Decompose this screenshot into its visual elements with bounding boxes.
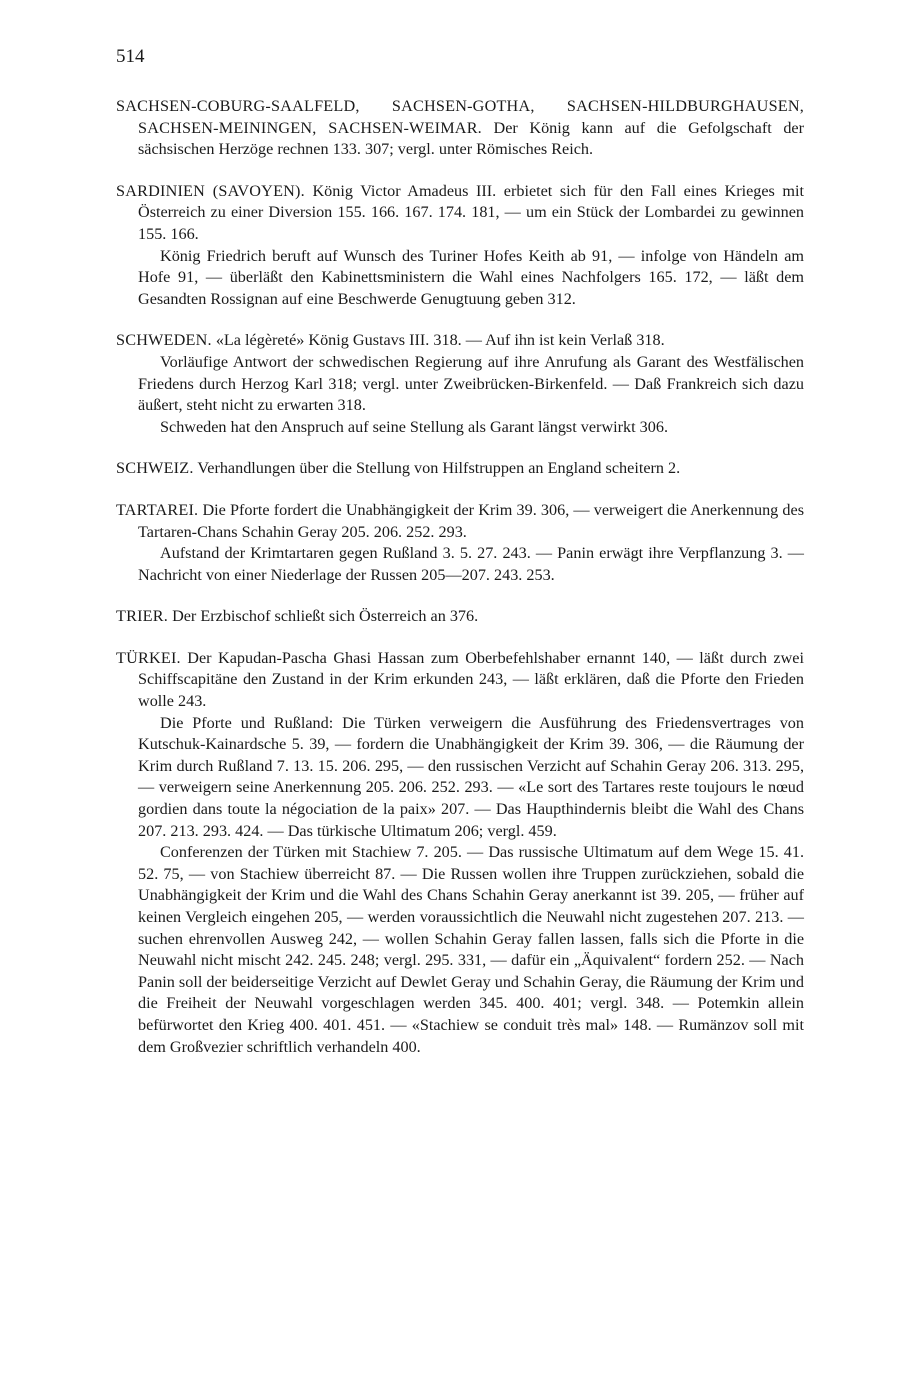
entry-text: Die Pforte fordert die Unabhängigkeit der Krim 39. 306, — verweigert die Anerkennung des Tartaren-Chans Schahin Geray 205. 206. 252. 293. — [138, 500, 804, 541]
entry-paragraph: Conferenzen der Türken mit Stachiew 7. 205. — Das russische Ultimatum auf dem Wege 15. 41. 52. 75, — von Stachiew überreicht 87. — Die Russen wollen ihre Truppen zurückziehen, sobald die Unabhängigkeit der Krim und die Wahl des Chans Schahin Geray anerkannt ist 39. 205, — früher auf keinen Vergleich eingehen 205, — werden voraussichtlich die Neuwahl nicht zugestehen 207. 213. — suchen ehrenvollen Ausweg 242, — wollen Schahin Geray fallen lassen, falls sich die Pforte in die Neuwahl nicht mischt 242. 245. 248; vergl. 295. 331, — dafür ein „Äquivalent“ fordern 252. — Nach Panin soll der beiderseitige Verzicht auf Dewlet Geray und Schahin Geray, die Räumung der Krim und die Freiheit der Neuwahl vorgeschlagen werden 345. 400. 401; vergl. 348. — Potemkin allein befürwortet den Krieg 400. 401. 451. — «Stachiew se conduit très mal» 148. — Rumänzov soll mit dem Großvezier schriftlich verhandeln 400. — [138, 843, 804, 1056]
entry-text: Verhandlungen über die Stellung von Hilfstruppen an England scheitern 2. — [197, 459, 681, 478]
entry-first-paragraph — [116, 181, 804, 246]
entry-first-paragraph — [116, 500, 804, 543]
entry-text: «La légèreté» König Gustavs III. 318. — Auf ihn ist kein Verlaß 318. — [215, 331, 665, 350]
entry-text: Der Kapudan-Pascha Ghasi Hassan zum Oberbefehlshaber ernannt 140, — läßt durch zwei Schiffscapitäne den Zustand in der Krim erkunden 243, — läßt erklären, daß die Pforte den Frieden wolle 243. — [138, 648, 804, 711]
entry-heading: TÜRKEI. — [116, 648, 181, 667]
register-entry-tartarei — [116, 500, 804, 586]
entry-heading: TARTAREI. — [116, 500, 199, 519]
entry-text: Der König kann auf die Gefolgschaft der sächsischen Herzöge rechnen 133. 307; vergl. unter Römisches Reich. — [138, 118, 804, 159]
entry-paragraph: König Friedrich beruft auf Wunsch des Turiner Hofes Keith ab 91, — infolge von Händeln am Hofe 91, — überläßt den Kabinettsministern die Wahl eines Nachfolgers 165. 172, — läßt dem Gesandten Rossignan auf eine Beschwerde Genugtuung geben 312. — [138, 246, 804, 308]
entry-text: König Victor Amadeus III. erbietet sich für den Fall eines Krieges mit Österreich zu einer Diversion 155. 166. 167. 174. 181, — um ein Stück der Lombardei zu gewinnen 155. 166. — [138, 181, 805, 243]
entry-first-paragraph — [116, 330, 804, 352]
entry-first-paragraph — [116, 96, 804, 161]
register-entry-trier — [116, 606, 804, 628]
entry-heading: SARDINIEN (SAVOYEN). — [116, 181, 305, 200]
entry-heading: SACHSEN-COBURG-SAALFELD, SACHSEN-GOTHA, SACHSEN-HILDBURGHAUSEN, SACHSEN-MEININGEN, SACHSEN-WEIMAR. — [116, 97, 804, 137]
entry-heading: SCHWEIZ. — [116, 459, 194, 478]
register-entry-schweden — [116, 330, 804, 438]
entry-first-paragraph — [116, 648, 804, 713]
entry-heading: TRIER. — [116, 607, 169, 626]
entry-first-paragraph — [116, 458, 804, 480]
register-entry-tuerkei — [116, 648, 804, 1058]
entry-paragraph: Schweden hat den Anspruch auf seine Stellung als Garant längst verwirkt 306. — [160, 417, 668, 436]
page-number: 514 — [116, 46, 145, 67]
register-entry-schweiz — [116, 458, 804, 480]
entry-text: Der Erzbischof schließt sich Österreich an 376. — [172, 607, 479, 626]
entry-heading: SCHWEDEN. — [116, 331, 212, 350]
entry-first-paragraph — [116, 606, 804, 628]
entry-paragraph: Aufstand der Krimtartaren gegen Rußland 3. 5. 27. 243. — Panin erwägt ihre Verpflanzung 3. — Nachricht von einer Niederlage der Russen 205—207. 243. 253. — [138, 544, 804, 584]
register-entry-sardinien — [116, 181, 804, 311]
register-entry-sachsen — [116, 96, 804, 161]
register-content — [116, 96, 804, 1078]
entry-paragraph: Die Pforte und Rußland: Die Türken verweigern die Ausführung des Friedensvertrages von Kutschuk-Kainardsche 5. 39, — fordern die Unabhängigkeit der Krim 39. 306, — die Räumung der Krim durch Rußland 7. 13. 15. 206. 295, — den russischen Verzicht auf Schahin Geray 206. 313. 295, — verweigern seine Anerkennung 205. 206. 252. 293. — «Le sort des Tartares reste toujours le nœud gordien dans toute la négociation de la paix» 207. — Das Haupthindernis bleibt die Wahl des Chans 207. 213. 293. 424. — Das türkische Ultimatum 206; vergl. 459. — [138, 713, 804, 840]
entry-paragraph: Vorläufige Antwort der schwedischen Regierung auf ihre Anrufung als Garant des Westfälischen Friedens durch Herzog Karl 318; vergl. unter Zweibrücken-Birkenfeld. — Daß Frankreich sich dazu äußert, steht nicht zu erwarten 318. — [138, 352, 804, 415]
